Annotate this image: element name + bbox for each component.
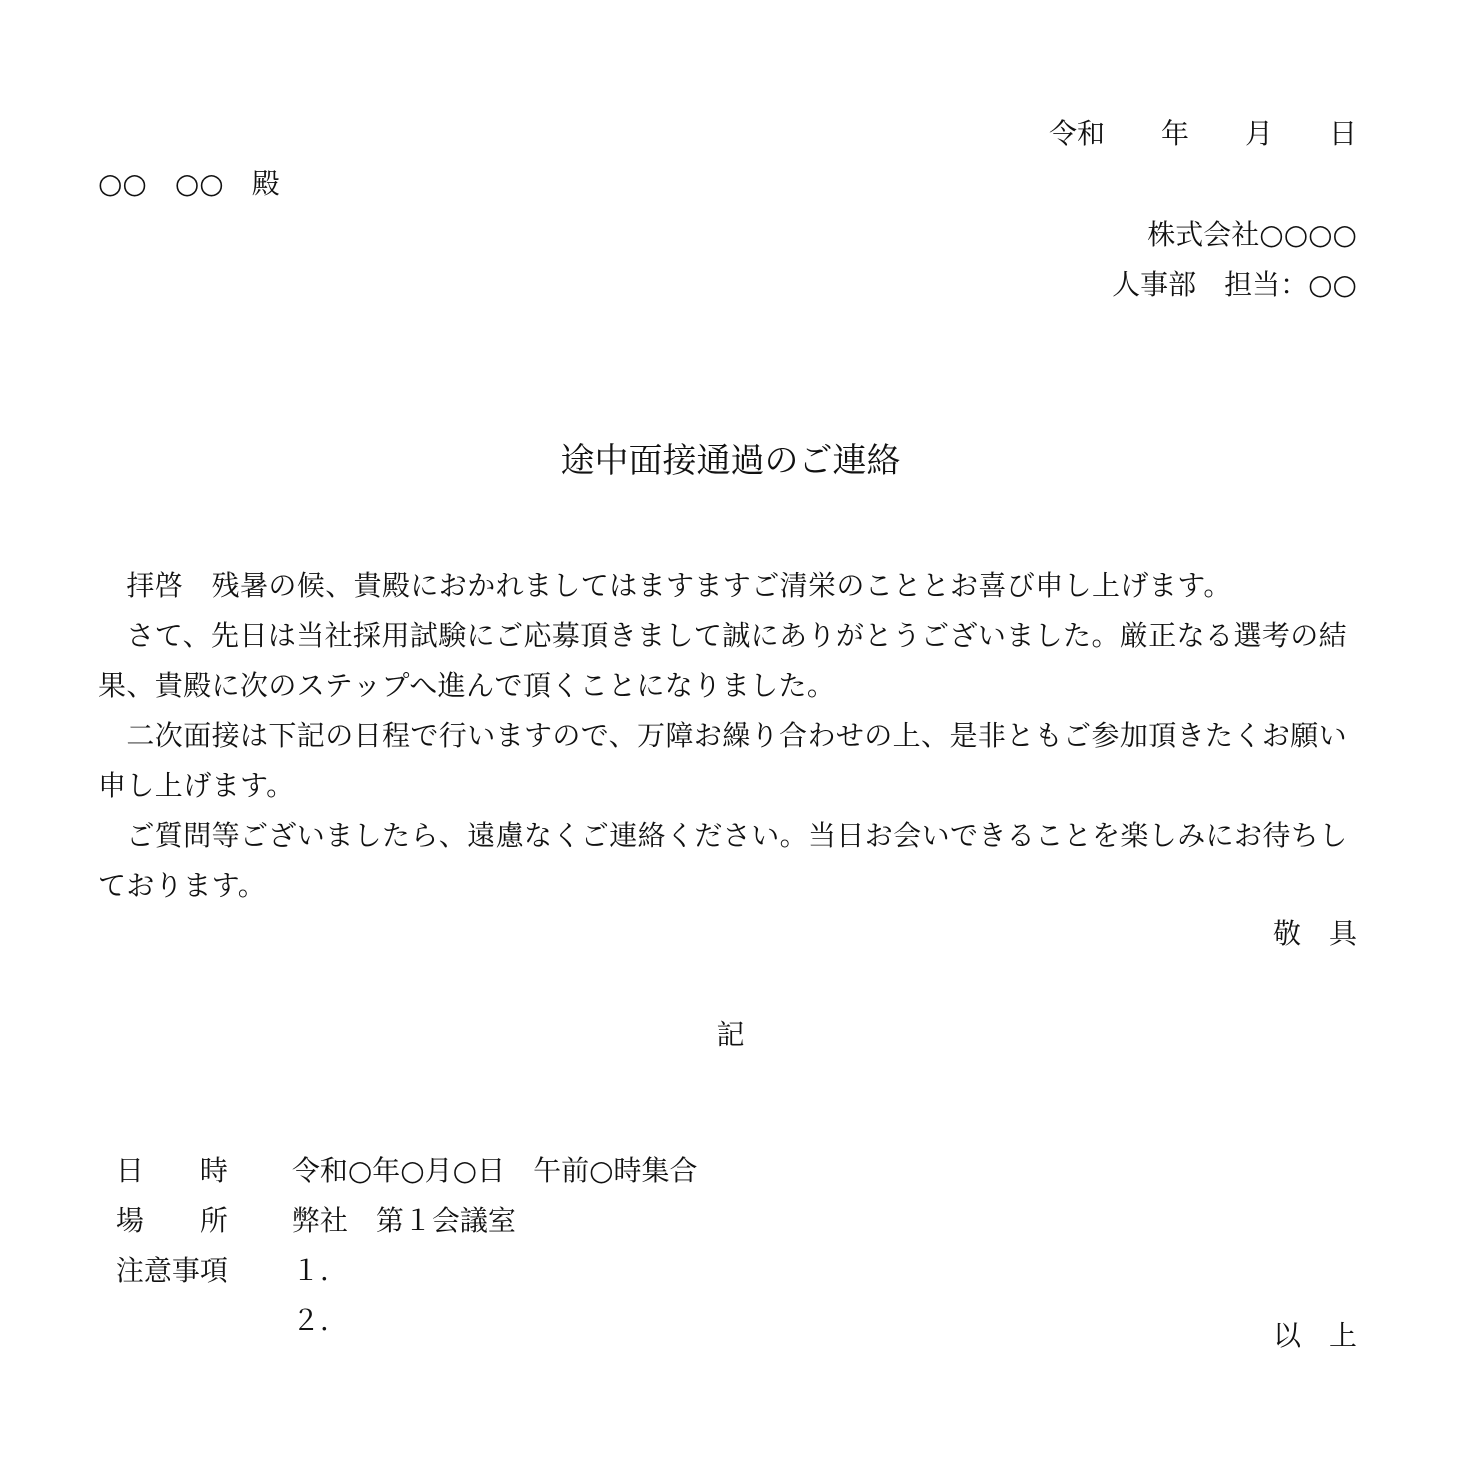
body-paragraph-result: さて、先日は当社採用試験にご応募頂きまして誠にありがとうございました。厳正なる選考の結果、貴殿に次のステップへ進んで頂くことになりました。 xyxy=(98,619,1348,702)
closing-keigu: 敬 具 xyxy=(1272,917,1357,950)
place-label: 場 所 xyxy=(115,1204,228,1237)
sender-department: 人事部 担当：○○ xyxy=(1112,268,1357,301)
body-paragraph-greeting: 拝啓 残暑の候、貴殿におかれましてはますますご清栄のこととお喜び申し上げます。 xyxy=(98,569,1232,602)
sender-company: 株式会社○○○○ xyxy=(1147,218,1357,251)
datetime-value: 令和○年○月○日 午前○時集合 xyxy=(291,1154,698,1187)
body-paragraph-schedule: 二次面接は下記の日程で行いますので、万障お繰り合わせの上、是非ともご参加頂きたくお願い申し上げます。 xyxy=(98,719,1348,802)
letter-body xyxy=(98,561,1360,911)
body-paragraph-contact: ご質問等ございましたら、遠慮なくご連絡ください。当日お会いできることを楽しみにお待ちしております。 xyxy=(98,819,1348,902)
recipient-name: ○○ ○○ 殿 xyxy=(98,167,280,200)
ki-heading: 記 xyxy=(716,1018,745,1051)
note-item-1: １. xyxy=(291,1254,329,1287)
notes-label: 注意事項 xyxy=(115,1254,228,1287)
detail-row-note2 xyxy=(98,1267,329,1339)
closing-ijou: 以 上 xyxy=(1272,1319,1357,1352)
letter-date: 令和 年 月 日 xyxy=(1048,117,1357,150)
datetime-label: 日 時 xyxy=(115,1154,228,1187)
note-item-2: ２. xyxy=(291,1304,329,1337)
place-value: 弊社 第１会議室 xyxy=(291,1204,516,1237)
document-title: 途中面接通過のご連絡 xyxy=(560,441,901,481)
